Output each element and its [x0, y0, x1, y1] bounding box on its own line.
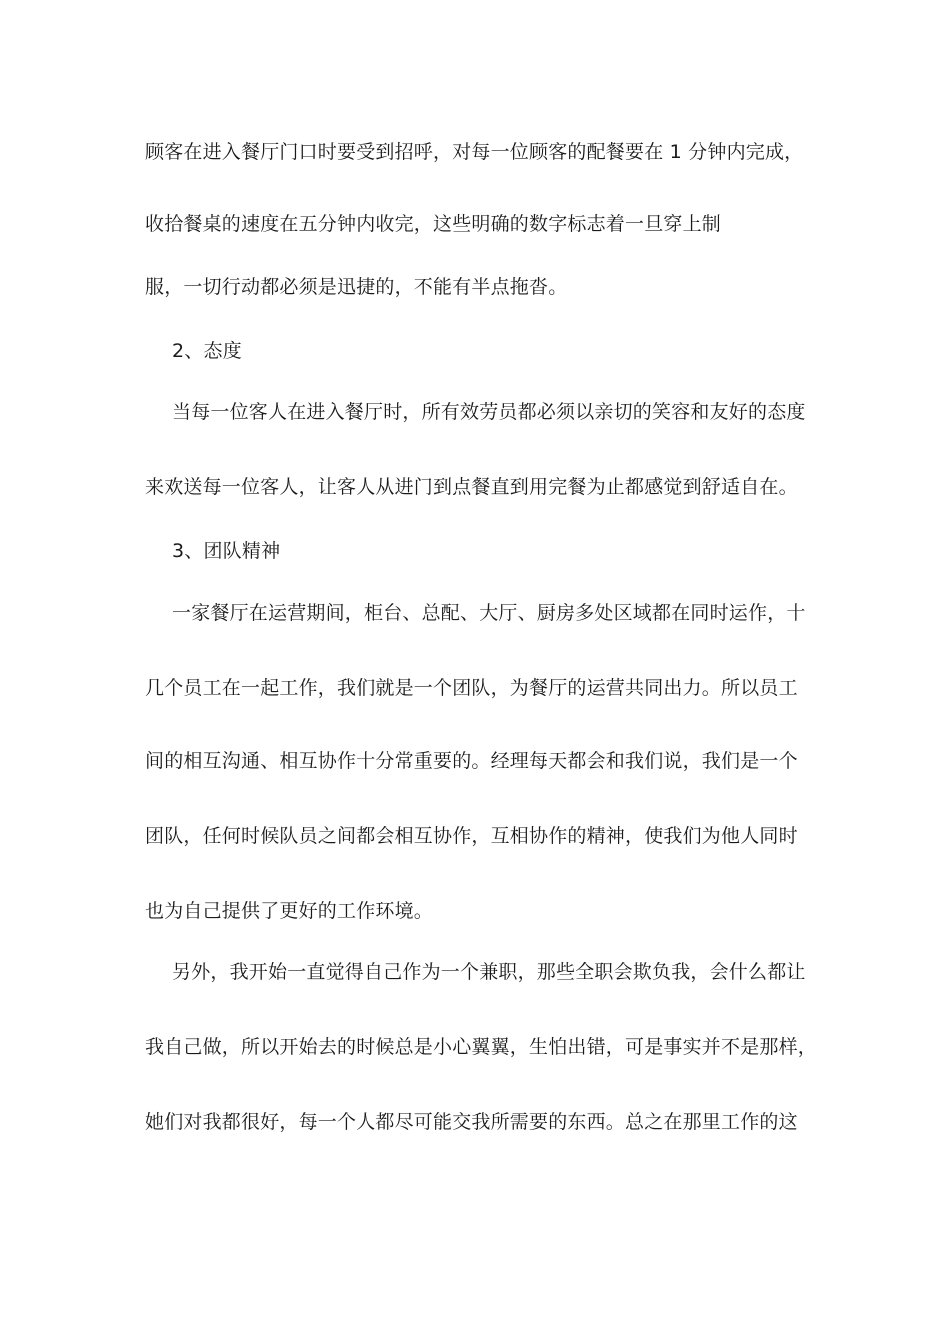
text-line-5: 当每一位客人在进入餐厅时，所有效劳员都必须以亲切的笑容和友好的态度	[172, 401, 806, 423]
section-heading-attitude: 2、态度	[172, 340, 242, 362]
text-line-9: 几个员工在一起工作，我们就是一个团队，为餐厅的运营共同出力。所以员工	[145, 677, 798, 699]
text-line-1: 顾客在进入餐厅门口时要受到招呼，对每一位顾客的配餐要在 1 分钟内完成，	[145, 141, 804, 163]
text-line-11: 团队，任何时候队员之间都会相互协作，互相协作的精神，使我们为他人同时	[145, 825, 798, 847]
text-line-15: 她们对我都很好，每一个人都尽可能交我所需要的东西。总之在那里工作的这	[145, 1111, 798, 1133]
text-line-3: 服，一切行动都必须是迅捷的，不能有半点拖沓。	[145, 276, 568, 298]
text-line-12: 也为自己提供了更好的工作环境。	[145, 900, 434, 922]
text-line-8: 一家餐厅在运营期间，柜台、总配、大厅、厨房多处区域都在同时运作，十	[172, 602, 806, 624]
text-line-13: 另外，我开始一直觉得自己作为一个兼职，那些全职会欺负我，会什么都让	[172, 961, 806, 983]
text-line-10: 间的相互沟通、相互协作十分常重要的。经理每天都会和我们说，我们是一个	[145, 750, 798, 772]
section-heading-teamwork: 3、团队精神	[172, 540, 281, 562]
text-line-2: 收拾餐桌的速度在五分钟内收完，这些明确的数字标志着一旦穿上制	[145, 213, 722, 235]
text-line-14: 我自己做，所以开始去的时候总是小心翼翼，生怕出错，可是事实并不是那样，	[145, 1036, 818, 1058]
text-line-6: 来欢送每一位客人，让客人从进门到点餐直到用完餐为止都感觉到舒适自在。	[145, 476, 798, 498]
